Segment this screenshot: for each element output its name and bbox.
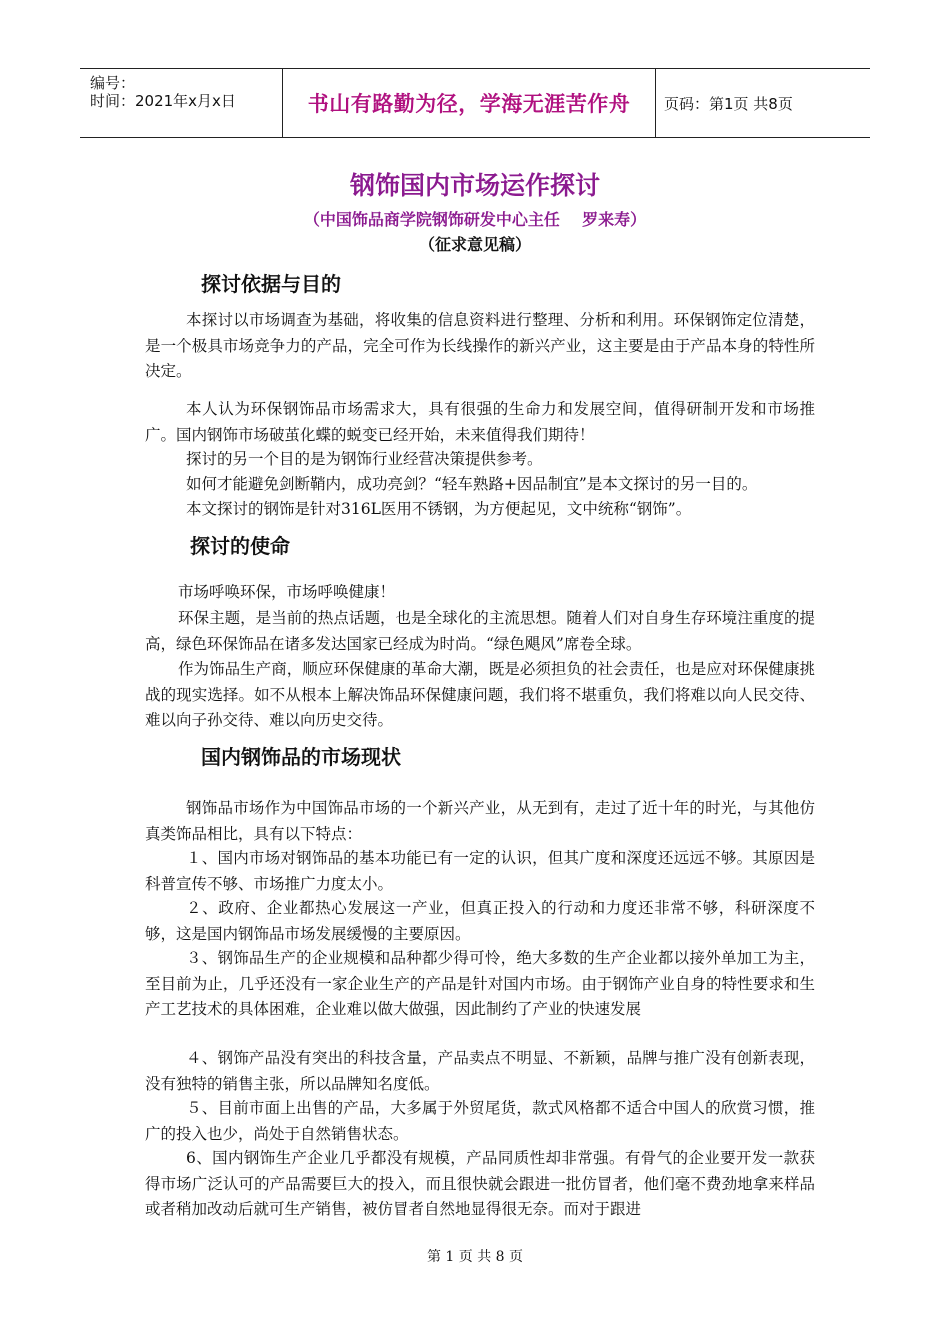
- header-table: [80, 68, 870, 138]
- header-page-cell: [656, 69, 870, 137]
- draft-note: （征求意见稿）: [418, 235, 531, 254]
- paragraph: ２、政府、企业都热心发展这一产业，但真正投入的行动和力度还非常不够，科研深度不够，这是国内钢饰品市场发展缓慢的主要原因。: [145, 899, 815, 943]
- paragraph: １、国内市场对钢饰品的基本功能已有一定的认识，但其广度和深度还远远不够。其原因是科普宣传不够、市场推广力度太小。: [145, 849, 815, 893]
- paragraph: 本文探讨的钢饰是针对316L医用不锈钢，为方便起见，文中统称“钢饰”。: [186, 500, 692, 518]
- header-motto: 书山有路勤为径，学海无涯苦作舟: [307, 92, 631, 116]
- header-motto-cell: [282, 69, 656, 137]
- paragraph: 探讨的另一个目的是为钢饰行业经营决策提供参考。: [186, 450, 543, 468]
- paragraph: 如何才能避免剑断鞘内，成功亮剑？“轻车熟路+因品制宜”是本文探讨的另一目的。: [186, 475, 758, 493]
- paragraph: ３、钢饰品生产的企业规模和品种都少得可怜，绝大多数的生产企业都以接外单加工为主，至目前为止，几乎还没有一家企业生产的产品是针对国内市场。由于钢饰产业自身的特性要求和生产工艺技术的具体困难，企业难以做大做强，因此制约了产业的快速发展: [145, 949, 815, 1018]
- paragraph: ５、目前市面上出售的产品，大多属于外贸尾货，款式风格都不适合中国人的欣赏习惯，推广的投入也少，尚处于自然销售状态。: [145, 1099, 815, 1143]
- header-meta-cell: [80, 69, 282, 137]
- paragraph: 环保主题，是当前的热点话题，也是全球化的主流思想。随着人们对自身生存环境注重度的提高，绿色环保饰品在诸多发达国家已经成为时尚。“绿色飓风”席卷全球。: [145, 609, 815, 653]
- paragraph: 钢饰品市场作为中国饰品市场的一个新兴产业，从无到有，走过了近十年的时光，与其他仿真类饰品相比，具有以下特点：: [145, 799, 815, 843]
- header-page-info: 页码：第1页 共8页: [664, 94, 793, 113]
- document-number-label: 编号：: [90, 74, 136, 92]
- paragraph: 本探讨以市场调查为基础，将收集的信息资料进行整理、分析和利用。环保钢饰定位清楚，是一个极具市场竞争力的产品，完全可作为长线操作的新兴产业，这主要是由于产品本身的特性所决定。: [145, 311, 815, 380]
- paragraph: 作为饰品生产商，顺应环保健康的革命大潮，既是必须担负的社会责任，也是应对环保健康挑战的现实选择。如不从根本上解决饰品环保健康问题，我们将不堪重负，我们将难以向人民交待、难以向子孙交待、难以向历史交待。: [145, 660, 815, 729]
- section-heading: 国内钢饰品的市场现状: [201, 745, 401, 769]
- page-footer: 第 1 页 共 8 页: [426, 1249, 524, 1265]
- document-title: 钢饰国内市场运作探讨: [349, 171, 600, 200]
- paragraph: ４、钢饰产品没有突出的科技含量，产品卖点不明显、不新颖，品牌与推广没有创新表现，没有独特的销售主张，所以品牌知名度低。: [145, 1049, 815, 1093]
- paragraph: 市场呼唤环保，市场呼唤健康！: [178, 583, 396, 601]
- paragraph: 本人认为环保钢饰品市场需求大，具有很强的生命力和发展空间，值得研制开发和市场推广。国内钢饰市场破茧化蝶的蜕变已经开始，未来值得我们期待！: [145, 400, 815, 444]
- document-time-label: 时间：2021年x月x日: [90, 92, 236, 110]
- section-heading: 探讨依据与目的: [201, 272, 341, 296]
- paragraph: 6、国内钢饰生产企业几乎都没有规模，产品同质性却非常强。有骨气的企业要开发一款获得市场广泛认可的产品需要巨大的投入，而且很快就会跟进一批仿冒者，他们毫不费劲地拿来样品或者稍加改动后就可生产销售，被仿冒者自然地显得很无奈。而对于跟进: [145, 1149, 815, 1218]
- section-heading: 探讨的使命: [190, 534, 290, 558]
- document-subtitle: （中国饰品商学院钢饰研发中心主任 罗来寿）: [303, 210, 647, 229]
